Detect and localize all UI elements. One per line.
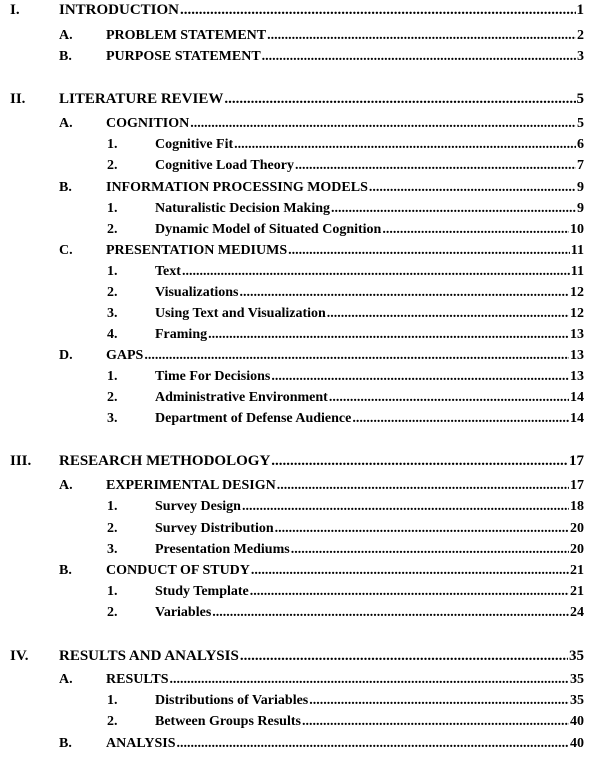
toc-entry-number: II. (10, 91, 26, 107)
toc-entry-page: 1 (576, 2, 584, 18)
dot-leader (271, 453, 568, 470)
toc-entry-title: CONDUCT OF STUDY (106, 563, 250, 578)
toc-entry-page: 9 (577, 180, 584, 195)
toc-entry-title: GAPS (106, 348, 144, 363)
toc-entry-title: RESULTS (106, 672, 169, 687)
toc-entry[interactable] (10, 91, 584, 108)
toc-entry[interactable] (10, 2, 584, 19)
toc-entry-number: I. (10, 2, 20, 18)
dot-leader (180, 2, 575, 19)
toc-entry-page: 17 (570, 478, 584, 493)
toc-entry-page: 40 (570, 736, 584, 751)
toc-entry-title: Naturalistic Decision Making (155, 201, 330, 216)
toc-entry-number: 1. (107, 201, 118, 216)
toc-entry-number: 1. (107, 499, 118, 514)
toc-entry-title: Department of Defense Audience (155, 411, 352, 426)
toc-entry-title: Distributions of Variables (155, 693, 309, 708)
dot-leader (234, 137, 576, 153)
toc-entry-number: 2. (107, 285, 118, 300)
toc-entry-number: A. (59, 28, 73, 43)
toc-entry[interactable] (107, 714, 584, 730)
toc-entry-title: INTRODUCTION (59, 2, 180, 18)
toc-entry-number: B. (59, 736, 72, 751)
dot-leader (190, 116, 576, 132)
toc-entry[interactable] (59, 736, 584, 752)
toc-entry[interactable] (107, 222, 584, 238)
dot-leader (331, 201, 576, 217)
toc-entry-title: PRESENTATION MEDIUMS (106, 243, 288, 258)
toc-entry[interactable] (59, 28, 584, 44)
toc-entry[interactable] (107, 369, 584, 385)
toc-entry[interactable] (107, 411, 584, 427)
toc-entry-title: PROBLEM STATEMENT (106, 28, 267, 43)
toc-entry[interactable] (59, 180, 584, 196)
toc-entry-number: 1. (107, 584, 118, 599)
toc-entry-number: C. (59, 243, 73, 258)
toc-entry-title: RESULTS AND ANALYSIS (59, 648, 239, 664)
toc-entry-page: 2 (577, 28, 584, 43)
toc-entry-title: Survey Distribution (155, 521, 274, 536)
toc-entry-title: Cognitive Load Theory (155, 158, 294, 173)
dot-leader (275, 521, 569, 537)
dot-leader (277, 478, 569, 494)
toc-entry-page: 5 (577, 116, 584, 131)
toc-entry-page: 6 (577, 137, 584, 152)
toc-entry-page: 14 (570, 390, 584, 405)
toc-entry-page: 12 (570, 306, 584, 321)
toc-entry-title: Text (155, 264, 181, 279)
toc-entry-title: COGNITION (106, 116, 190, 131)
toc-entry-number: A. (59, 672, 73, 687)
dot-leader (327, 306, 569, 322)
dot-leader (309, 693, 569, 709)
toc-entry-title: ANALYSIS (106, 736, 176, 751)
toc-entry[interactable] (107, 327, 584, 343)
toc-entry[interactable] (10, 453, 584, 470)
toc-entry-page: 35 (570, 672, 584, 687)
dot-leader (352, 411, 569, 427)
dot-leader (271, 369, 569, 385)
toc-entry[interactable] (59, 348, 584, 364)
toc-entry-number: A. (59, 478, 73, 493)
toc-entry-number: 2. (107, 158, 118, 173)
toc-entry-number: D. (59, 348, 73, 363)
dot-leader (170, 672, 569, 688)
toc-entry-title: Cognitive Fit (155, 137, 234, 152)
toc-entry[interactable] (59, 49, 584, 65)
dot-leader (382, 222, 569, 238)
toc-entry-number: 2. (107, 222, 118, 237)
toc-entry-page: 12 (570, 285, 584, 300)
dot-leader (240, 285, 570, 301)
toc-entry[interactable] (59, 563, 584, 579)
dot-leader (288, 243, 570, 259)
toc-entry-title: Dynamic Model of Situated Cognition (155, 222, 382, 237)
toc-entry-number: B. (59, 49, 72, 64)
toc-entry-page: 13 (570, 369, 584, 384)
toc-entry-page: 13 (570, 348, 584, 363)
toc-entry-page: 10 (570, 222, 584, 237)
toc-entry[interactable] (107, 693, 584, 709)
toc-entry-page: 3 (577, 49, 584, 64)
toc-entry-page: 14 (570, 411, 584, 426)
toc-entry-number: B. (59, 563, 72, 578)
toc-entry-title: Presentation Mediums (155, 542, 290, 557)
dot-leader (208, 327, 569, 343)
toc-entry-page: 7 (577, 158, 584, 173)
toc-entry-page: 35 (570, 693, 584, 708)
dot-leader (295, 158, 576, 174)
toc-entry-number: 1. (107, 137, 118, 152)
toc-entry-number: 3. (107, 411, 118, 426)
toc-entry-page: 9 (577, 201, 584, 216)
dot-leader (267, 28, 576, 44)
toc-entry-number: 3. (107, 542, 118, 557)
toc-entry-title: Administrative Environment (155, 390, 328, 405)
toc-entry-number: 2. (107, 390, 118, 405)
toc-entry-title: Time For Decisions (155, 369, 271, 384)
toc-entry[interactable] (59, 116, 584, 132)
toc-entry[interactable] (107, 137, 584, 153)
toc-entry-number: 3. (107, 306, 118, 321)
toc-entry-number: 2. (107, 605, 118, 620)
toc-entry-title: Framing (155, 327, 208, 342)
dot-leader (240, 648, 568, 665)
dot-leader (177, 736, 569, 752)
toc-entry-page: 40 (570, 714, 584, 729)
dot-leader (262, 49, 576, 65)
toc-entry-number: 1. (107, 264, 118, 279)
toc-entry-page: 21 (570, 584, 584, 599)
dot-leader (212, 605, 569, 621)
toc-entry-title: RESEARCH METHODOLOGY (59, 453, 271, 469)
toc-entry-title: Between Groups Results (155, 714, 301, 729)
toc-entry-page: 20 (570, 542, 584, 557)
dot-leader (182, 264, 570, 280)
toc-entry-title: Survey Design (155, 499, 241, 514)
toc-entry-page: 24 (570, 605, 584, 620)
toc-entry[interactable] (107, 158, 584, 174)
toc-entry-page: 11 (570, 243, 584, 258)
toc-entry-number: IV. (10, 648, 29, 664)
toc-entry-title: LITERATURE REVIEW (59, 91, 224, 107)
toc-entry[interactable] (107, 264, 584, 280)
toc-entry-page: 35 (569, 648, 584, 664)
toc-entry-title: PURPOSE STATEMENT (106, 49, 261, 64)
toc-entry-number: 1. (107, 369, 118, 384)
toc-entry[interactable] (107, 521, 584, 537)
toc-entry-page: 20 (570, 521, 584, 536)
toc-entry-page: 11 (570, 264, 584, 279)
toc-entry[interactable] (10, 648, 584, 665)
toc-entry[interactable] (107, 584, 584, 600)
toc-entry-page: 17 (569, 453, 584, 469)
toc-entry[interactable] (107, 306, 584, 322)
toc-entry[interactable] (107, 285, 584, 301)
dot-leader (242, 499, 569, 515)
toc-entry-number: III. (10, 453, 32, 469)
toc-entry[interactable] (107, 605, 584, 621)
dot-leader (251, 563, 569, 579)
toc-entry[interactable] (107, 390, 584, 406)
dot-leader (291, 542, 569, 558)
toc-entry-number: 4. (107, 327, 118, 342)
toc-entry-page: 21 (570, 563, 584, 578)
toc-entry-page: 5 (576, 91, 584, 107)
dot-leader (224, 91, 575, 108)
toc-entry[interactable] (59, 478, 584, 494)
toc-entry-title: Visualizations (155, 285, 239, 300)
toc-entry-number: B. (59, 180, 72, 195)
toc-entry[interactable] (107, 542, 584, 558)
dot-leader (369, 180, 576, 196)
toc-entry-title: INFORMATION PROCESSING MODELS (106, 180, 368, 195)
toc-entry[interactable] (59, 243, 584, 259)
dot-leader (144, 348, 569, 364)
toc-entry-number: A. (59, 116, 73, 131)
toc-entry[interactable] (59, 672, 584, 688)
toc-entry-title: Using Text and Visualization (155, 306, 326, 321)
toc-entry-title: Study Template (155, 584, 249, 599)
toc-entry[interactable] (107, 499, 584, 515)
toc-entry-number: 1. (107, 693, 118, 708)
toc-entry-page: 13 (570, 327, 584, 342)
toc-entry-number: 2. (107, 714, 118, 729)
toc-entry-page: 18 (570, 499, 584, 514)
dot-leader (302, 714, 569, 730)
dot-leader (250, 584, 569, 600)
toc-entry-number: 2. (107, 521, 118, 536)
dot-leader (329, 390, 569, 406)
toc-entry[interactable] (107, 201, 584, 217)
toc-entry-title: EXPERIMENTAL DESIGN (106, 478, 276, 493)
toc-entry-title: Variables (155, 605, 212, 620)
